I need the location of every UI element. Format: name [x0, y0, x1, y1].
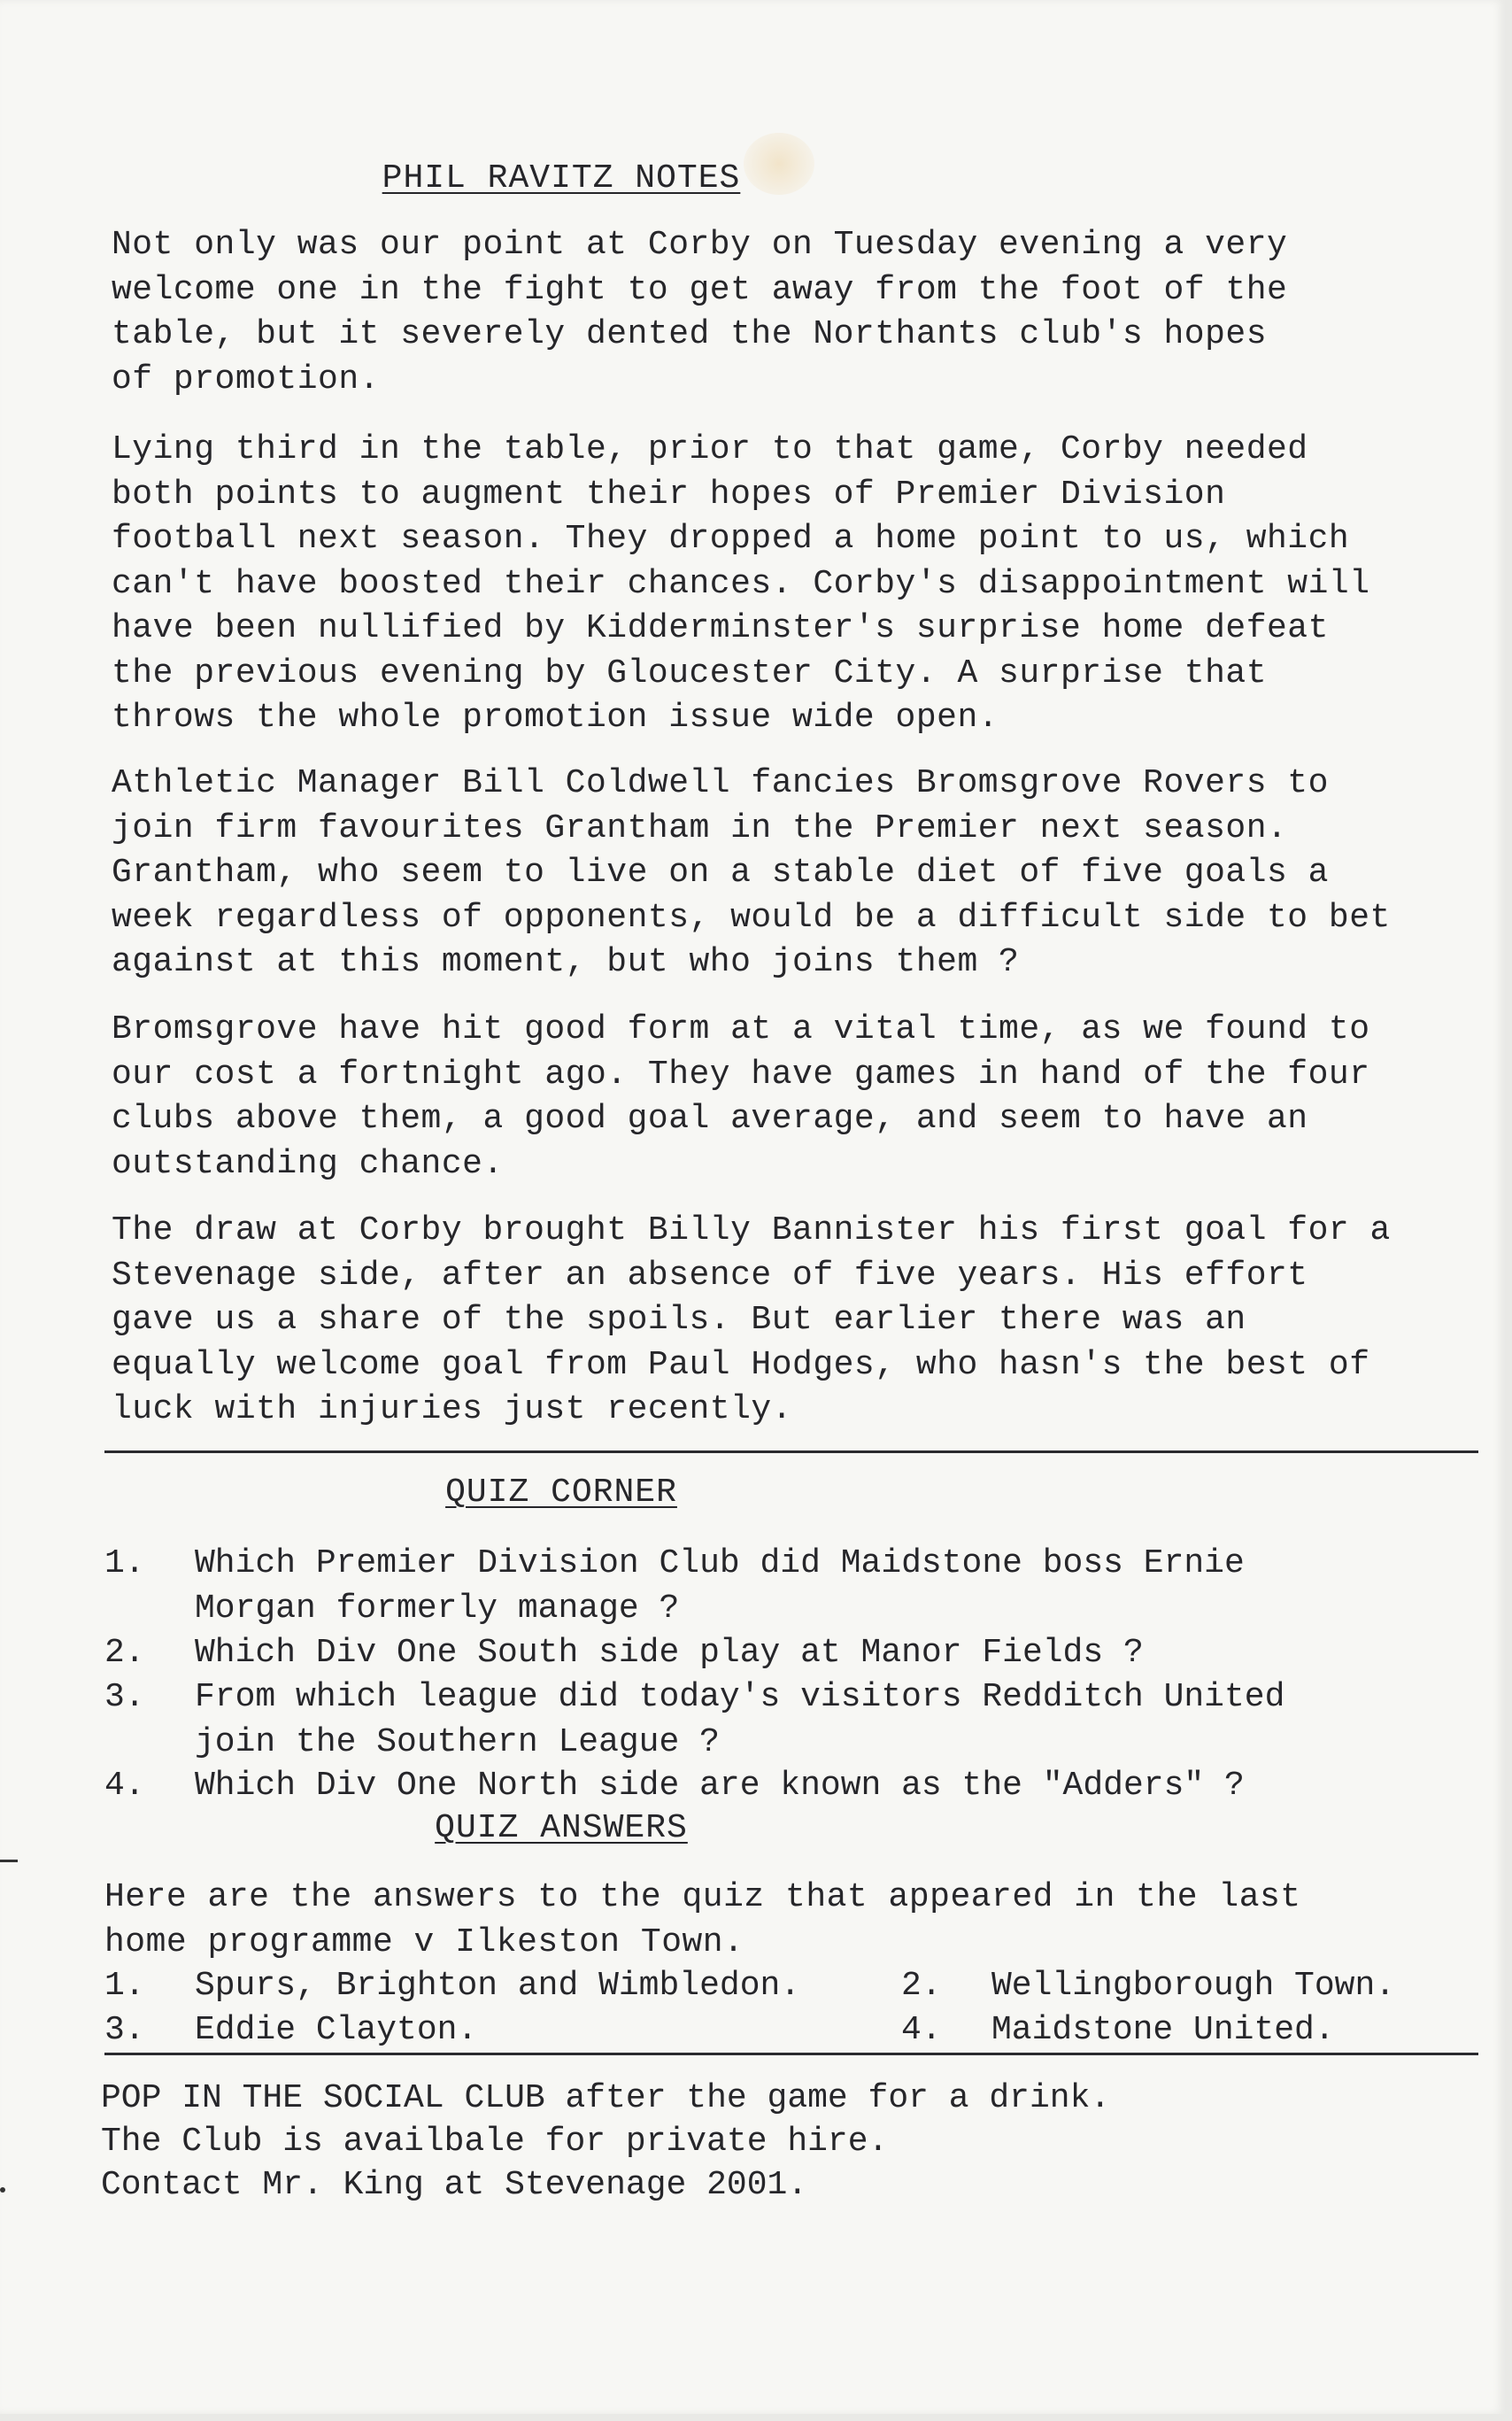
answers-divider — [104, 2053, 1478, 2055]
margin-dot — [0, 2187, 5, 2193]
notes-paragraph-2: Lying third in the table, prior to that game, Corby needed both points to augment their hopes of Premier Division football next season. They dropped a home point to us, which can't have boosted their chances. Corby's disappointment will have been nullified by Kidderminster's surprise home defeat the previous evening by Gloucester City. A surprise that throws the whole promotion issue wide open. — [112, 430, 1370, 737]
question-number: 3. — [104, 1678, 145, 1716]
social-club-notice: POP IN THE SOCIAL CLUB after the game for a drink. The Club is availbale for private hire. Contact Mr. King at Stevenage 2001. — [101, 2079, 1111, 2204]
answer-number: 4. — [901, 2011, 942, 2049]
answer-number: 2. — [901, 1967, 942, 2005]
notes-paragraph-4: Bromsgrove have hit good form at a vital time, as we found to our cost a fortnight ago. They have games in hand of the four clubs above them, a good goal average, and seem to have an outstanding chance. — [112, 1010, 1370, 1183]
quiz-question-4 — [104, 1764, 1485, 1809]
answer-text: Spurs, Brighton and Wimbledon. — [195, 1967, 801, 2005]
question-text: Which Div One South side play at Manor Fields ? — [195, 1634, 1144, 1672]
answer-text: Maidstone United. — [991, 2011, 1335, 2049]
answer-number: 1. — [104, 1967, 145, 2005]
notes-title: PHIL RAVITZ NOTES — [382, 159, 741, 197]
question-text: Which Premier Division Club did Maidstone boss Ernie Morgan formerly manage ? — [195, 1544, 1245, 1628]
answers-row-1 — [104, 1964, 1485, 2009]
notes-paragraph-5: The draw at Corby brought Billy Bannister his first goal for a Stevenage side, after an absence of five years. His effort gave us a share of the spoils. But earlier there was an equally welcome goal from Paul Hodges, who hasn's the best of luck with injuries just recently. — [112, 1211, 1391, 1428]
quiz-question-1 — [104, 1542, 1485, 1631]
answer-text: Wellingborough Town. — [991, 1967, 1396, 2005]
answers-title: QUIZ ANSWERS — [435, 1809, 688, 1847]
question-number: 2. — [104, 1634, 145, 1672]
notes-paragraph-1: Not only was our point at Corby on Tuesday evening a very welcome one in the fight to get away from the foot of the table, but it severely dented the Northants club's hopes of promotion. — [112, 226, 1288, 398]
answer-number: 3. — [104, 2011, 145, 2049]
question-text: Which Div One North side are known as the "Adders" ? — [195, 1767, 1245, 1805]
section-divider — [104, 1450, 1478, 1453]
quiz-question-2 — [104, 1631, 1485, 1676]
answers-row-2 — [104, 2008, 1485, 2054]
answer-text: Eddie Clayton. — [195, 2011, 478, 2049]
notes-paragraph-3: Athletic Manager Bill Coldwell fancies Bromsgrove Rovers to join firm favourites Grantham in the Premier next season. Grantham, who seem to live on a stable diet of five goals a week regardless of opponents, would be a difficult side to bet against at this moment, but who joins them ? — [112, 764, 1391, 981]
quiz-title: QUIZ CORNER — [445, 1473, 677, 1512]
margin-mark — [0, 1860, 18, 1862]
question-number: 1. — [104, 1544, 145, 1582]
answers-intro: Here are the answers to the quiz that appeared in the last home programme v Ilkeston Town. — [104, 1878, 1301, 1961]
quiz-question-3 — [104, 1675, 1485, 1765]
question-number: 4. — [104, 1767, 145, 1805]
question-text: From which league did today's visitors Redditch United join the Southern League ? — [195, 1678, 1285, 1761]
